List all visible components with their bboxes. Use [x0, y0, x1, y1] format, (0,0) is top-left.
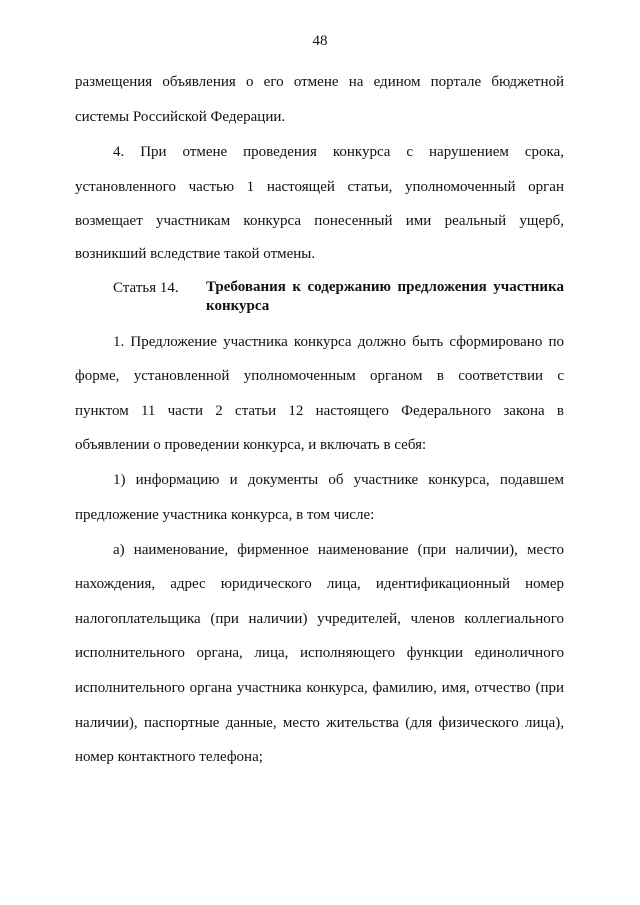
text-line: форме, установленной уполномоченным органом в соответствии с	[75, 368, 564, 384]
text-line: налогоплательщика (при наличии) учредителей, членов коллегиального	[75, 611, 564, 627]
text-line: установленного частью 1 настоящей статьи, уполномоченный орган	[75, 179, 564, 195]
article-title-line: Требования к содержанию предложения участника	[206, 279, 564, 295]
text-line: исполнительного органа участника конкурса, фамилию, имя, отчество (при	[75, 680, 564, 696]
text-line: исполнительного органа, лица, исполняющего функции единоличного	[75, 645, 564, 661]
text-line: возмещает участникам конкурса понесенный ими реальный ущерб,	[75, 213, 564, 229]
text-line: нахождения, адрес юридического лица, идентификационный номер	[75, 576, 564, 592]
text-line: размещения объявления о его отмене на едином портале бюджетной	[75, 74, 564, 90]
text-line: номер контактного телефона;	[75, 749, 263, 765]
text-line: 1) информацию и документы об участнике конкурса, подавшем	[113, 472, 564, 488]
text-line: возникший вследствие такой отмены.	[75, 246, 316, 262]
text-line: пунктом 11 части 2 статьи 12 настоящего Федерального закона в	[75, 403, 564, 419]
text-line: объявлении о проведении конкурса, и включать в себя:	[75, 437, 427, 453]
article-title-line: конкурса	[206, 298, 270, 314]
text-line: а) наименование, фирменное наименование (при наличии), место	[113, 542, 564, 558]
text-line: 4. При отмене проведения конкурса с нарушением срока,	[113, 144, 564, 160]
text-line: системы Российской Федерации.	[75, 109, 286, 125]
text-line: наличии), паспортные данные, место жительства (для физического лица),	[75, 715, 564, 731]
text-line: предложение участника конкурса, в том числе:	[75, 507, 375, 523]
article-label: Статья 14.	[113, 280, 179, 296]
text-line: 1. Предложение участника конкурса должно быть сформировано по	[113, 334, 564, 350]
page-number: 48	[312, 33, 328, 49]
article-title	[206, 278, 564, 316]
